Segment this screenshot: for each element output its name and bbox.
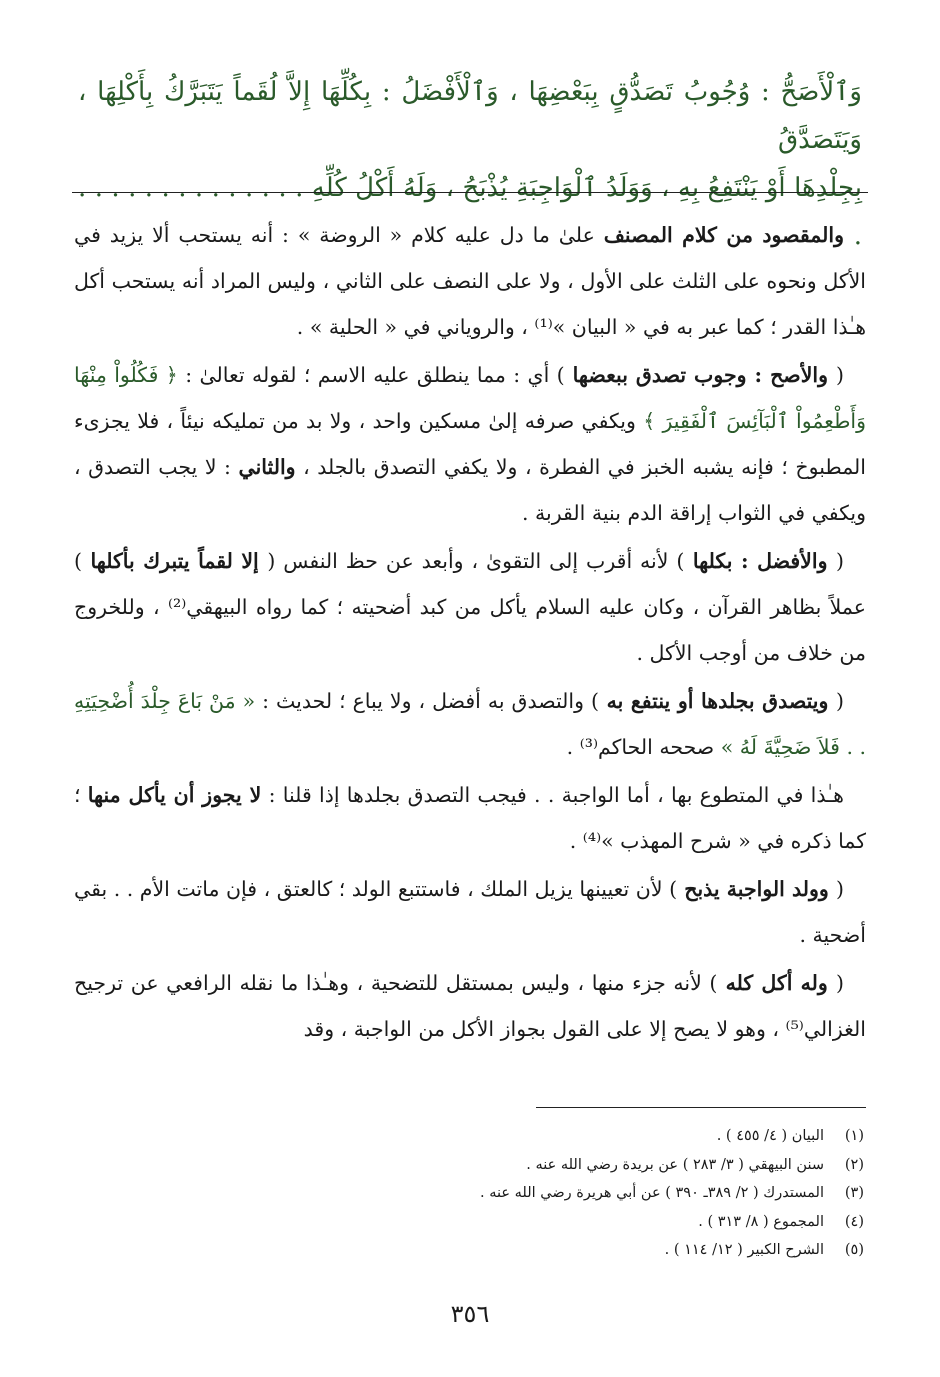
footnote-item [300,1151,864,1180]
footnote-number: (٢) [844,1156,864,1173]
commentary-paragraph [74,352,866,536]
page-number: ٣٥٦ [450,1300,490,1328]
text-run: ) أي : مما ينطلق عليه الاسم ؛ لقوله تعالىٰ : [185,363,565,387]
hadith-quote: « مَنْ بَاعَ جِلْدَ أُضْحِيَتِهِ . . فَلاَ ضَحِيَّةَ لَهُ » [74,689,866,759]
text-run: ؛ كما ذكره في « شرح المهذب »⁽⁴⁾ . [74,783,866,853]
text-run: ) لأن تعيينها يزيل الملك ، فاستتبع الولد ؛ كالعتق ، فإن ماتت الأم . . بقي أضحية . [74,877,866,947]
text-run: صححه الحاكم⁽³⁾ . [566,735,715,759]
commentary-paragraph [74,538,866,676]
commentary-paragraph [74,960,866,1052]
text-run: ) عملاً بظاهر القرآن ، وكان عليه السلام يأكل من كبد أضحيته ؛ كما رواه البيهقي⁽²⁾ ، وللخروج من خلاف من أوجب الأكل . [74,549,866,665]
commentary-paragraph [74,212,866,350]
matn-line: بِجِلْدِهَا أَوْ يَنْتَفِعُ بِهِ ، وَوَلَدُ ٱلْوَاجِبَةِ يُذْبَحُ ، وَلَهُ أَكْلُ كُلِّهِ . . . . . . . . . . . . . . . [78,173,862,251]
quran-verse: ﴿ فَكُلُواْ مِنْهَا وَأَطْعِمُواْ ٱلْبَآئِسَ ٱلْفَقِيرَ ﴾ [74,363,866,433]
footnote-item [300,1208,864,1237]
footnote-item [300,1122,864,1151]
footnotes [300,1122,864,1265]
footnote-item [300,1236,864,1265]
bracket: ( [835,363,844,387]
bracket: ( [836,549,845,573]
footnote-item [300,1179,864,1208]
footnote-number: (١) [844,1128,864,1144]
bold-phrase: والأصح : وجوب تصدق ببعضها [564,363,836,387]
footnote-text: البيان ( ٤/ ٤٥٥ ) . [716,1128,824,1144]
footnote-text: الشرح الكبير ( ١٢/ ١١٤ ) . [664,1242,824,1258]
footnote-number: (٥) [844,1242,864,1258]
bracket: ( [835,877,844,901]
text-run: ) لأنه أقرب إلى التقوىٰ ، وأبعد عن حظ النفس ( [267,549,685,573]
text-run: علىٰ ما دل عليه كلام « الروضة » : أنه يستحب ألا يزيد في الأكل ونحوه على الثلث على الأول ، ولا على النصف على الثاني ، وليس المراد أنه يستحب أكل هـٰذا القدر ؛ كما عبر به في « البيان »⁽¹⁾ ، والروياني في « الحلية » . [74,223,866,339]
footnote-number: (٣) [844,1185,864,1201]
footnote-text: المستدرك ( ٢/ ٣٨٩ـ ٣٩٠ ) عن أبي هريرة رضي الله عنه . [480,1185,824,1201]
footnote-text: سنن البيهقي ( ٣/ ٢٨٣ ) عن بريدة رضي الله عنه . [526,1156,824,1173]
bold-phrase: إلا لقماً يتبرك بأكلها [82,549,268,573]
text-run: ) لأنه جزء منها ، وليس بمستقل للتضحية ، وهـٰذا ما نقله الرافعي عن ترجيح الغزالي⁽⁵⁾ ، وهو لا يصح إلا على القول بجواز الأكل من الواجبة ، وقد [74,971,866,1041]
bold-phrase: والثاني [238,455,296,479]
bold-phrase: لا يجوز أن يأكل منها [87,783,262,807]
text-run: ) والتصدق به أفضل ، ولا يباع ؛ لحديث : [262,689,599,713]
bracket: ( [836,971,844,995]
footnote-number: (٤) [844,1213,864,1230]
commentary-paragraph [74,772,866,864]
matn-line: وَٱلْأَصَحُّ : وُجُوبُ تَصَدُّقٍ بِبَعْضِهَا ، وَٱلْأَفْضَلُ : بِكُلِّهَا إِلاَّ لُقَماً يَتَبَرَّكُ بِأَكْلِهَا ، وَيَتَصَدَّقُ [78,77,862,155]
commentary-paragraph [74,678,866,770]
bold-phrase: ويتصدق بجلدها أو ينتفع به [598,689,837,713]
bold-phrase: وله أكل كله [717,971,836,995]
bold-phrase: والمقصود من كلام المصنف [603,223,844,247]
section-divider [72,192,868,193]
commentary-paragraph [74,866,866,958]
text-run: هـٰذا في المتطوع بها ، أما الواجبة . . فيجب التصدق بجلدها إذا قلنا : [268,783,844,807]
footnote-text: المجموع ( ٨/ ٣١٣ ) . [698,1213,824,1230]
bracket: ( [836,689,845,713]
bold-phrase: وولد الواجبة يذبح [677,877,836,901]
text-run: : لا يجب التصدق ، ويكفي في الثواب إراقة الدم بنية القربة . [74,455,866,525]
bold-phrase: والأفضل : بكلها [684,549,837,573]
commentary-text [74,212,866,1054]
text-run: ويكفي صرفه إلىٰ مسكين واحد ، ولا بد من تمليكه نيئاً ، فلا يجزىء المطبوخ ؛ فإنه يشبه الخبز في الفطرة ، ولا يكفي التصدق بالجلد ، [74,409,866,479]
footnote-divider [536,1107,866,1108]
